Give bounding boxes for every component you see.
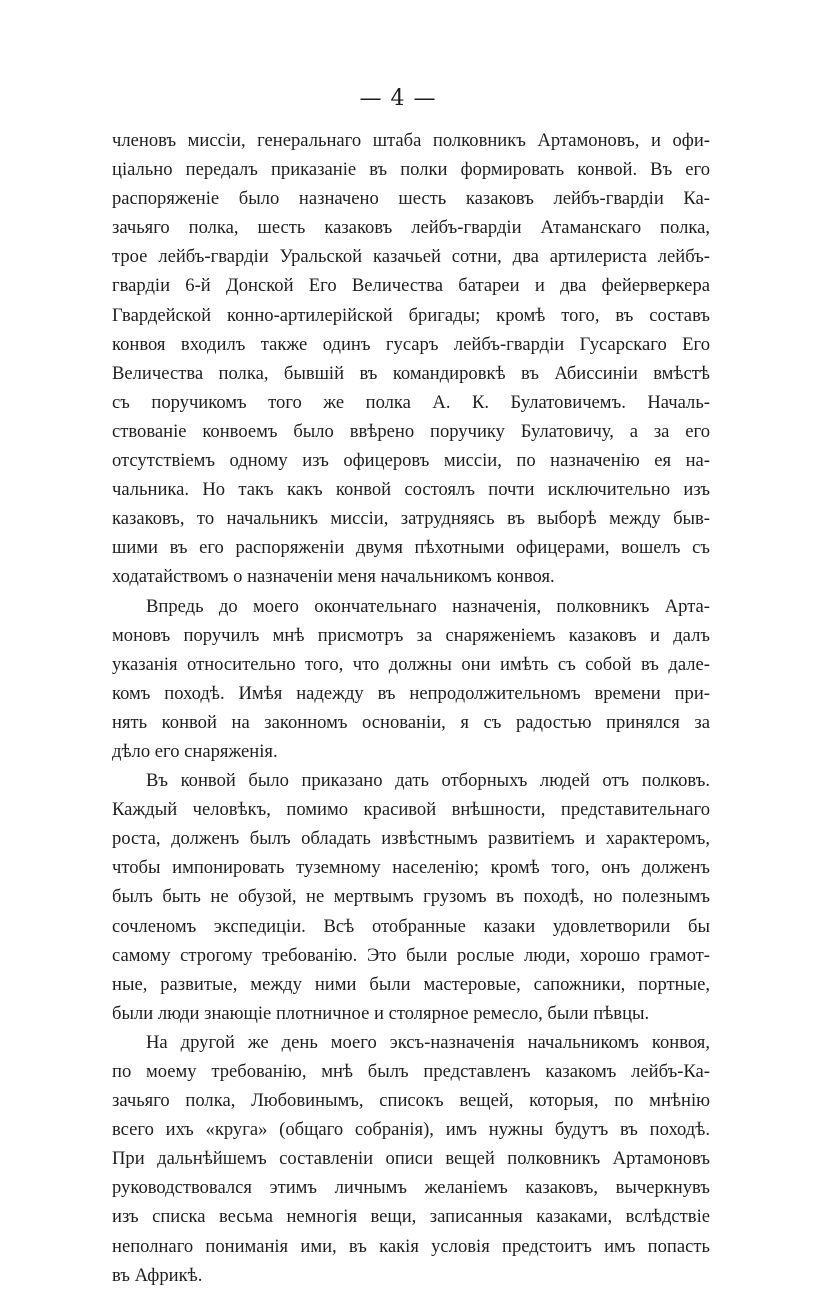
text-line: нять конвой на законномъ основанiи, я съ радостью принялся за <box>112 711 710 733</box>
text-line: чальника. Но такъ какъ конвой состоялъ почти исключительно изъ <box>112 479 710 501</box>
text-line: Величества полка, бывшiй въ командировкѣ въ Абиссинiи вмѣстѣ <box>112 362 710 384</box>
text-line: моновъ поручилъ мнѣ присмотръ за снаряженiемъ казаковъ и далъ <box>112 624 710 646</box>
text-line: шими въ его распоряженiи двумя пѣхотными офицерами, вошелъ съ <box>112 537 710 559</box>
text-line: неполнаго пониманiя ими, въ какiя условiя предстоитъ имъ попасть <box>112 1235 710 1257</box>
text-line: всего ихъ «круга» (общаго собранiя), имъ нужны будутъ въ походѣ. <box>112 1119 710 1141</box>
paragraph-1 <box>112 126 710 592</box>
text-line: ные, развитые, между ними были мастеровые, сапожники, портные, <box>112 973 710 995</box>
text-line: по моему требованiю, мнѣ былъ представленъ казакомъ лейбъ-Ка- <box>112 1061 710 1082</box>
paragraph-4 <box>112 1028 710 1290</box>
text-line: роста, долженъ былъ обладать извѣстнымъ развитiемъ и характеромъ, <box>112 828 710 850</box>
text-line: Впредь до моего окончательнаго назначенiя, полковникъ Арта- <box>146 595 710 617</box>
text-line: чтобы импонировать туземному населенiю; кромѣ того, онъ долженъ <box>112 857 710 879</box>
text-line: зачьяго полка, шесть казаковъ лейбъ-гвардiи Атаманскаго полка, <box>112 217 710 239</box>
text-line: самому строгому требованiю. Это были рослые люди, хорошо грамот- <box>112 944 710 966</box>
text-line: комъ походѣ. Имѣя надежду въ непродолжительномъ времени при- <box>112 682 710 704</box>
text-line: съ поручикомъ того же полка А. К. Булатовичемъ. Началь- <box>112 391 710 413</box>
text-line: указанiя относительно того, что должны они имѣть съ собой въ дале- <box>112 653 710 675</box>
text-line: были люди знающiе плотничное и столярное ремесло, были пѣвцы. <box>112 1002 650 1024</box>
text-line: членовъ миссiи, генеральнаго штаба полковникъ Артамоновъ, и офи- <box>112 130 710 151</box>
paragraph-2 <box>112 592 710 767</box>
text-line: цiально передалъ приказанiе въ полки формировать конвой. Въ его <box>112 159 710 181</box>
text-line: отсутствiемъ одному изъ офицеровъ миссiи, по назначенiю ея на- <box>112 450 710 472</box>
text-line: На другой же день моего эксъ-назначенiя начальникомъ конвоя, <box>146 1031 710 1053</box>
text-line: въ Африкѣ. <box>112 1264 203 1286</box>
text-line: руководствовался этимъ личнымъ желанiемъ казаковъ, вычеркнувъ <box>112 1177 710 1199</box>
text-line: Каждый человѣкъ, помимо красивой внѣшности, представительнаго <box>112 799 710 821</box>
text-line: При дальнѣйшемъ составленiи описи вещей полковникъ Артамоновъ <box>112 1148 710 1170</box>
text-line: трое лейбъ-гвардiи Уральской казачьей сотни, два артилериста лейбъ- <box>112 246 710 268</box>
text-line: Въ конвой было приказано дать отборныхъ людей отъ полковъ. <box>146 770 710 792</box>
text-line: дѣло его снаряженiя. <box>112 740 278 762</box>
text-line: конвоя входилъ также одинъ гусаръ лейбъ-гвардiи Гусарскаго Его <box>112 333 710 355</box>
body-text <box>112 126 710 1290</box>
text-line: распоряженiе было назначено шесть казаковъ лейбъ-гвардiи Ка- <box>112 188 710 210</box>
text-line: сочленомъ экспедицiи. Всѣ отобранные казаки удовлетворили бы <box>112 915 710 937</box>
text-line: ходатайствомъ о назначенiи меня начальникомъ конвоя. <box>112 566 555 588</box>
text-line: Гвардейской конно-артилерiйской бригады; кромѣ того, въ составъ <box>112 304 710 326</box>
text-line: изъ списка весьма немногiя вещи, записанныя казаками, вслѣдствiе <box>112 1206 710 1228</box>
text-line: былъ быть не обузой, не мертвымъ грузомъ въ походѣ, но полезнымъ <box>112 886 710 908</box>
text-line: гвардiи 6-й Донской Его Величества батареи и два фейерверкера <box>112 275 710 297</box>
text-line: казаковъ, то начальникъ миссiи, затрудняясь въ выборѣ между быв- <box>112 508 710 530</box>
paragraph-3 <box>112 766 710 1028</box>
text-line: зачьяго полка, Любовинымъ, списокъ вещей, которыя, по мнѣнiю <box>112 1090 710 1112</box>
page-number: — 4 — <box>359 86 437 111</box>
text-line: ствованiе конвоемъ было ввѣрено поручику Булатовичу, а за его <box>112 420 710 442</box>
